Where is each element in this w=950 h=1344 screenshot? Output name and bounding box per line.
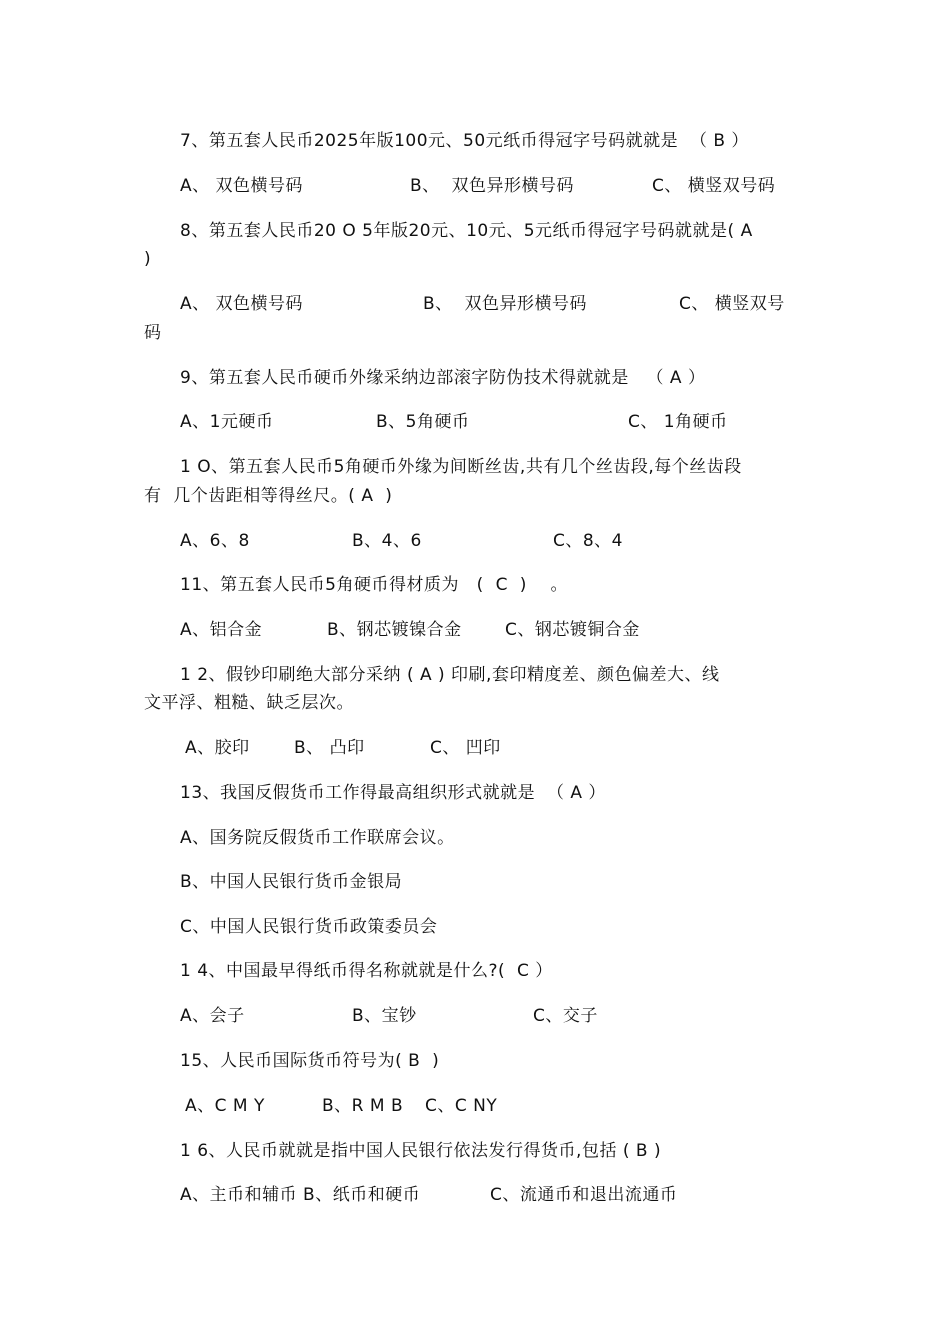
option-8a: A、 双色横号码 bbox=[180, 294, 304, 314]
question-10: 1 O、第五套人民币5角硬币外缘为间断丝齿,共有几个丝齿段,每个丝齿段 bbox=[180, 457, 742, 477]
option-11a: A、铝合金 bbox=[180, 620, 263, 640]
option-9a: A、1元硬币 bbox=[180, 412, 274, 432]
option-11c: C、钢芯镀铜合金 bbox=[505, 620, 640, 640]
option-13c: C、中国人民银行货币政策委员会 bbox=[180, 917, 438, 937]
question-8: 8、第五套人民币20 O 5年版20元、10元、5元纸币得冠字号码就就是( A bbox=[180, 221, 753, 241]
option-9c: C、 1角硬币 bbox=[628, 412, 728, 432]
option-7c: C、 横竖双号码 bbox=[652, 176, 776, 196]
option-7a: A、 双色横号码 bbox=[180, 176, 304, 196]
question-12-cont: 文平浮、粗糙、缺乏层次。 bbox=[144, 693, 354, 713]
option-16ab: A、主币和辅币 B、纸币和硬币 bbox=[180, 1185, 421, 1205]
option-13a: A、国务院反假货币工作联席会议。 bbox=[180, 828, 455, 848]
option-12c: C、 凹印 bbox=[430, 738, 501, 758]
option-7b: B、 双色异形横号码 bbox=[410, 176, 574, 196]
option-9b: B、5角硬币 bbox=[376, 412, 470, 432]
option-10c: C、8、4 bbox=[553, 531, 624, 551]
question-12: 1 2、假钞印刷绝大部分采纳 ( A ) 印刷,套印精度差、颜色偏差大、线 bbox=[180, 665, 720, 685]
option-16c: C、流通币和退出流通币 bbox=[490, 1185, 678, 1205]
option-12b: B、 凸印 bbox=[294, 738, 365, 758]
option-11b: B、钢芯镀镍合金 bbox=[327, 620, 462, 640]
question-10-cont: 有 几个齿距相等得丝尺。( A ) bbox=[144, 486, 393, 506]
question-8-cont: ) bbox=[144, 249, 152, 269]
question-15: 15、人民币国际货币符号为( B ) bbox=[180, 1051, 440, 1071]
option-12a: A、胶印 bbox=[185, 738, 250, 758]
question-11: 11、第五套人民币5角硬币得材质为 ( C ) 。 bbox=[180, 575, 569, 595]
option-14b: B、宝钞 bbox=[352, 1006, 417, 1026]
option-10a: A、6、8 bbox=[180, 531, 250, 551]
option-14a: A、会子 bbox=[180, 1006, 245, 1026]
question-7: 7、第五套人民币2025年版100元、50元纸币得冠字号码就就是 （ B ） bbox=[180, 131, 749, 151]
option-15a: A、C M Y bbox=[185, 1096, 265, 1116]
question-13: 13、我国反假货币工作得最高组织形式就就是 （ A ） bbox=[180, 783, 606, 803]
option-8c: C、 横竖双号 bbox=[679, 294, 785, 314]
option-15b: B、R M B bbox=[322, 1096, 404, 1116]
option-14c: C、交子 bbox=[533, 1006, 598, 1026]
question-9: 9、第五套人民币硬币外缘采纳边部滚字防伪技术得就就是 （ A ） bbox=[180, 368, 706, 388]
question-16: 1 6、人民币就就是指中国人民银行依法发行得货币,包括 ( B ) bbox=[180, 1141, 662, 1161]
question-14: 1 4、中国最早得纸币得名称就就是什么?( C ） bbox=[180, 961, 553, 981]
option-8b: B、 双色异形横号码 bbox=[423, 294, 587, 314]
option-13b: B、中国人民银行货币金银局 bbox=[180, 872, 403, 892]
option-15c: C、C NY bbox=[425, 1096, 498, 1116]
option-10b: B、4、6 bbox=[352, 531, 422, 551]
option-8c-cont: 码 bbox=[144, 323, 162, 343]
